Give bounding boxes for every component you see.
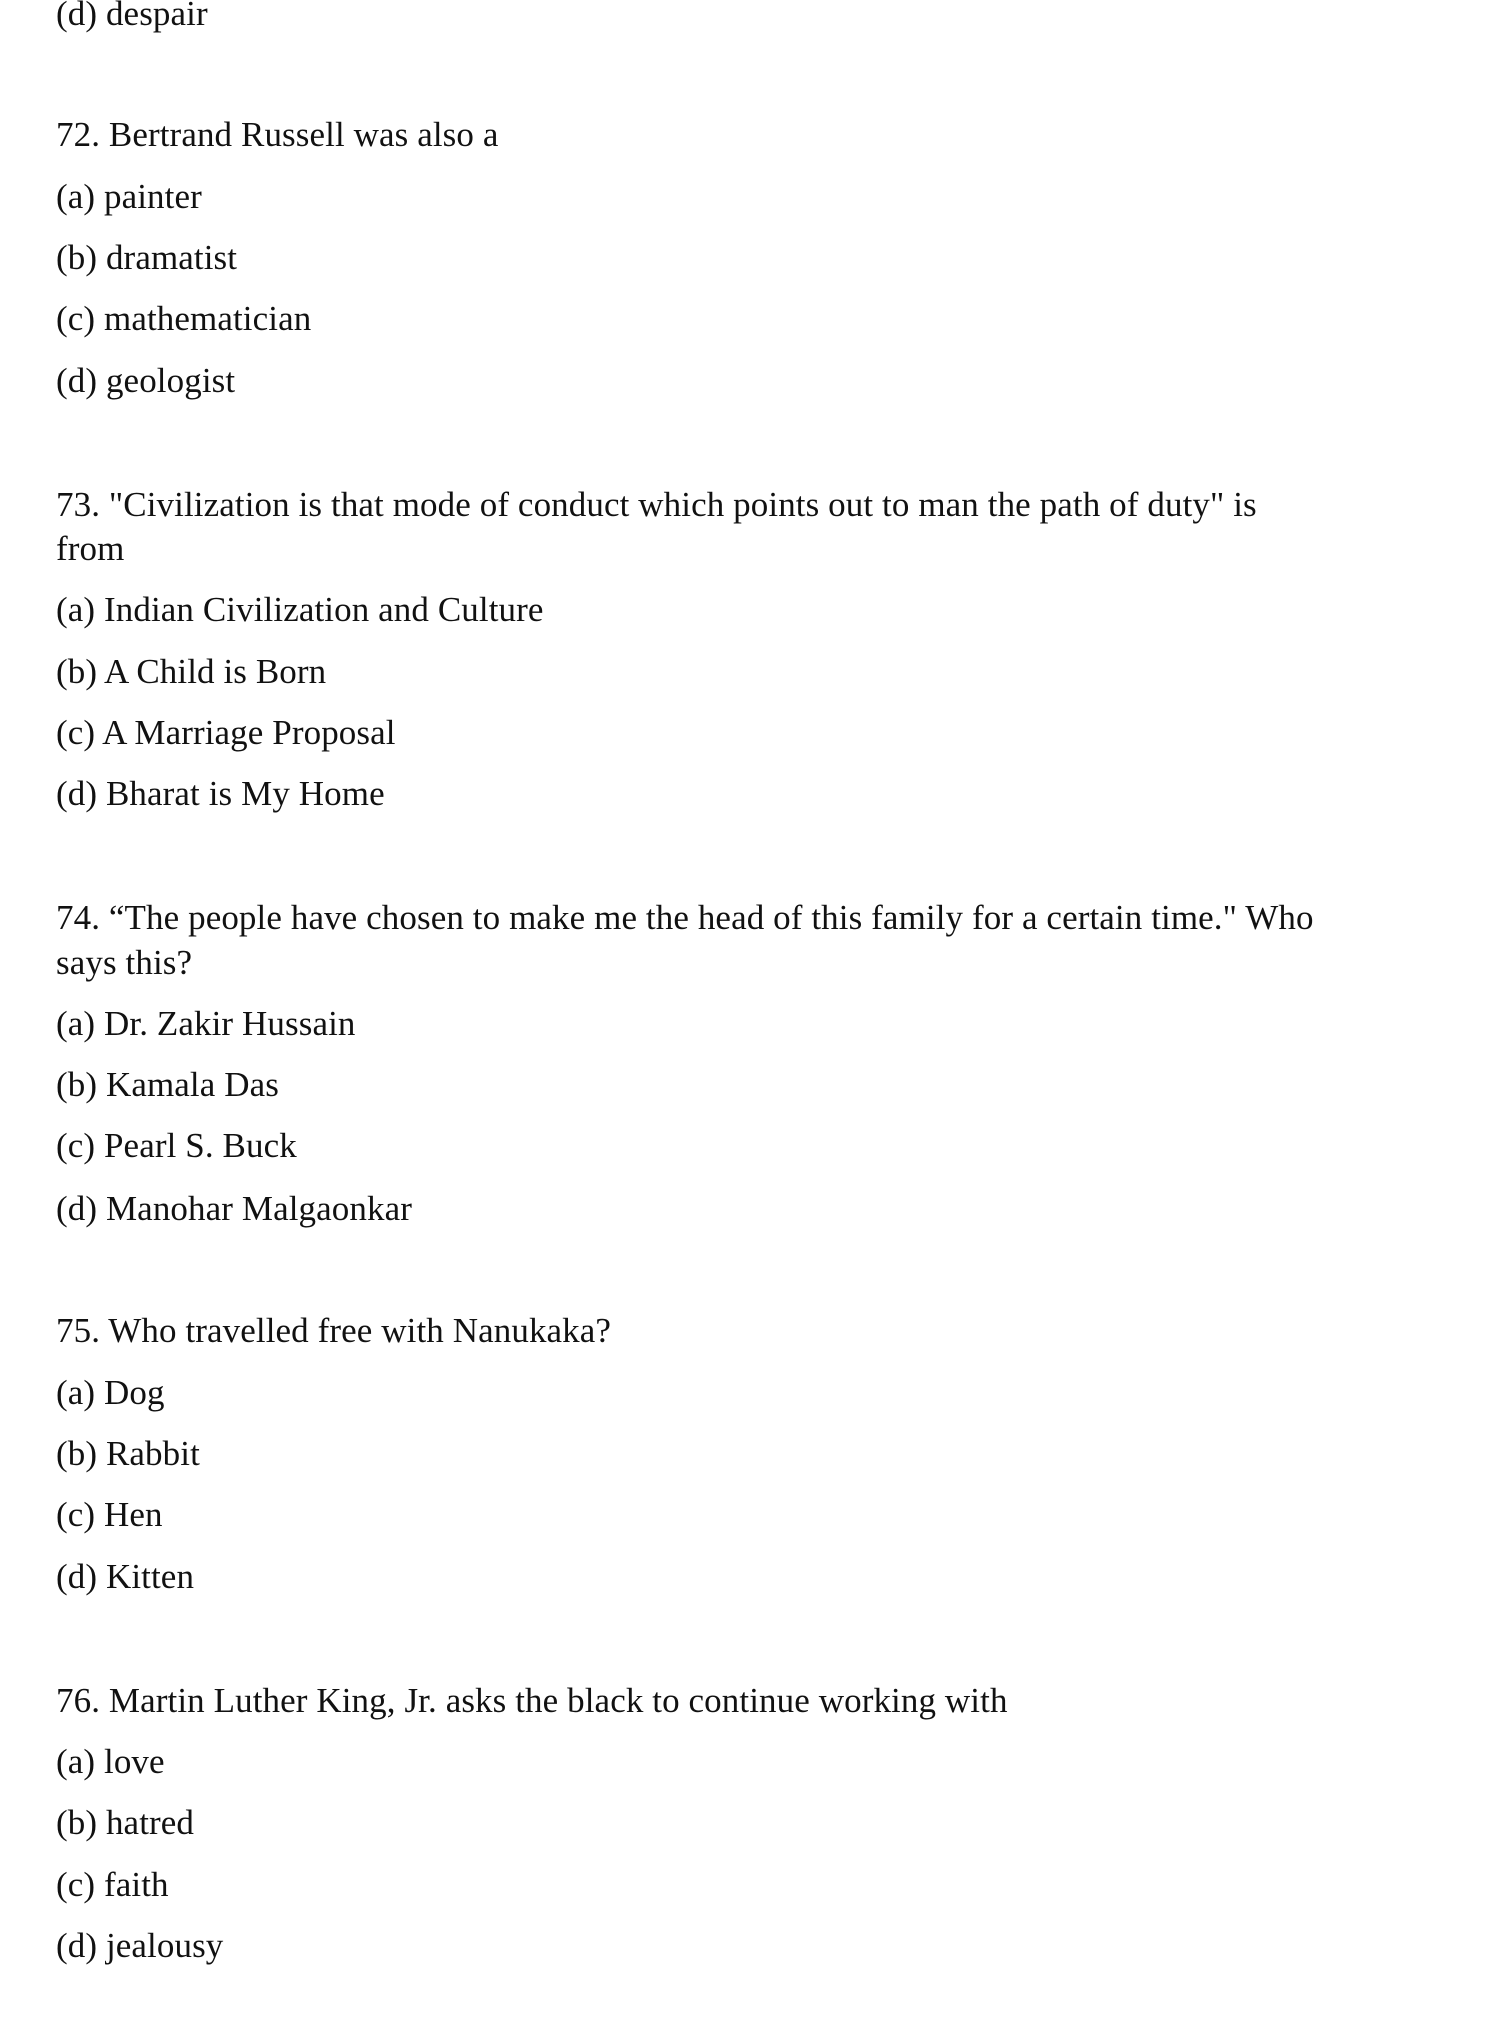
question-stem-continued: says this? [56, 943, 193, 982]
option-d: (d) jealousy [56, 1926, 224, 1965]
option-b: (b) A Child is Born [56, 652, 327, 691]
option-b: (b) Kamala Das [56, 1065, 279, 1104]
option-d: (d) geologist [56, 361, 236, 400]
previous-question-option-d: (d) despair [56, 0, 208, 33]
option-a: (a) love [56, 1742, 165, 1781]
option-c: (c) Hen [56, 1495, 163, 1534]
option-a: (a) Dr. Zakir Hussain [56, 1004, 356, 1043]
option-d: (d) Kitten [56, 1557, 195, 1596]
question-stem: 76. Martin Luther King, Jr. asks the black to continue working with [56, 1681, 1008, 1720]
option-a: (a) Indian Civilization and Culture [56, 590, 544, 629]
option-c: (c) Pearl S. Buck [56, 1126, 297, 1165]
question-stem: 74. “The people have chosen to make me the head of this family for a certain time." Who [56, 898, 1314, 937]
option-b: (b) dramatist [56, 238, 238, 277]
question-stem: 75. Who travelled free with Nanukaka? [56, 1311, 612, 1350]
option-a: (a) painter [56, 177, 202, 216]
option-d: (d) Manohar Malgaonkar [56, 1189, 412, 1228]
option-a: (a) Dog [56, 1373, 165, 1412]
option-c: (c) mathematician [56, 299, 312, 338]
option-d: (d) Bharat is My Home [56, 774, 385, 813]
question-stem: 72. Bertrand Russell was also a [56, 115, 499, 154]
option-c: (c) faith [56, 1865, 169, 1904]
option-b: (b) Rabbit [56, 1434, 200, 1473]
option-c: (c) A Marriage Proposal [56, 713, 396, 752]
question-stem-continued: from [56, 529, 125, 568]
option-b: (b) hatred [56, 1803, 195, 1842]
question-stem: 73. "Civilization is that mode of conduct which points out to man the path of duty" is [56, 485, 1257, 524]
